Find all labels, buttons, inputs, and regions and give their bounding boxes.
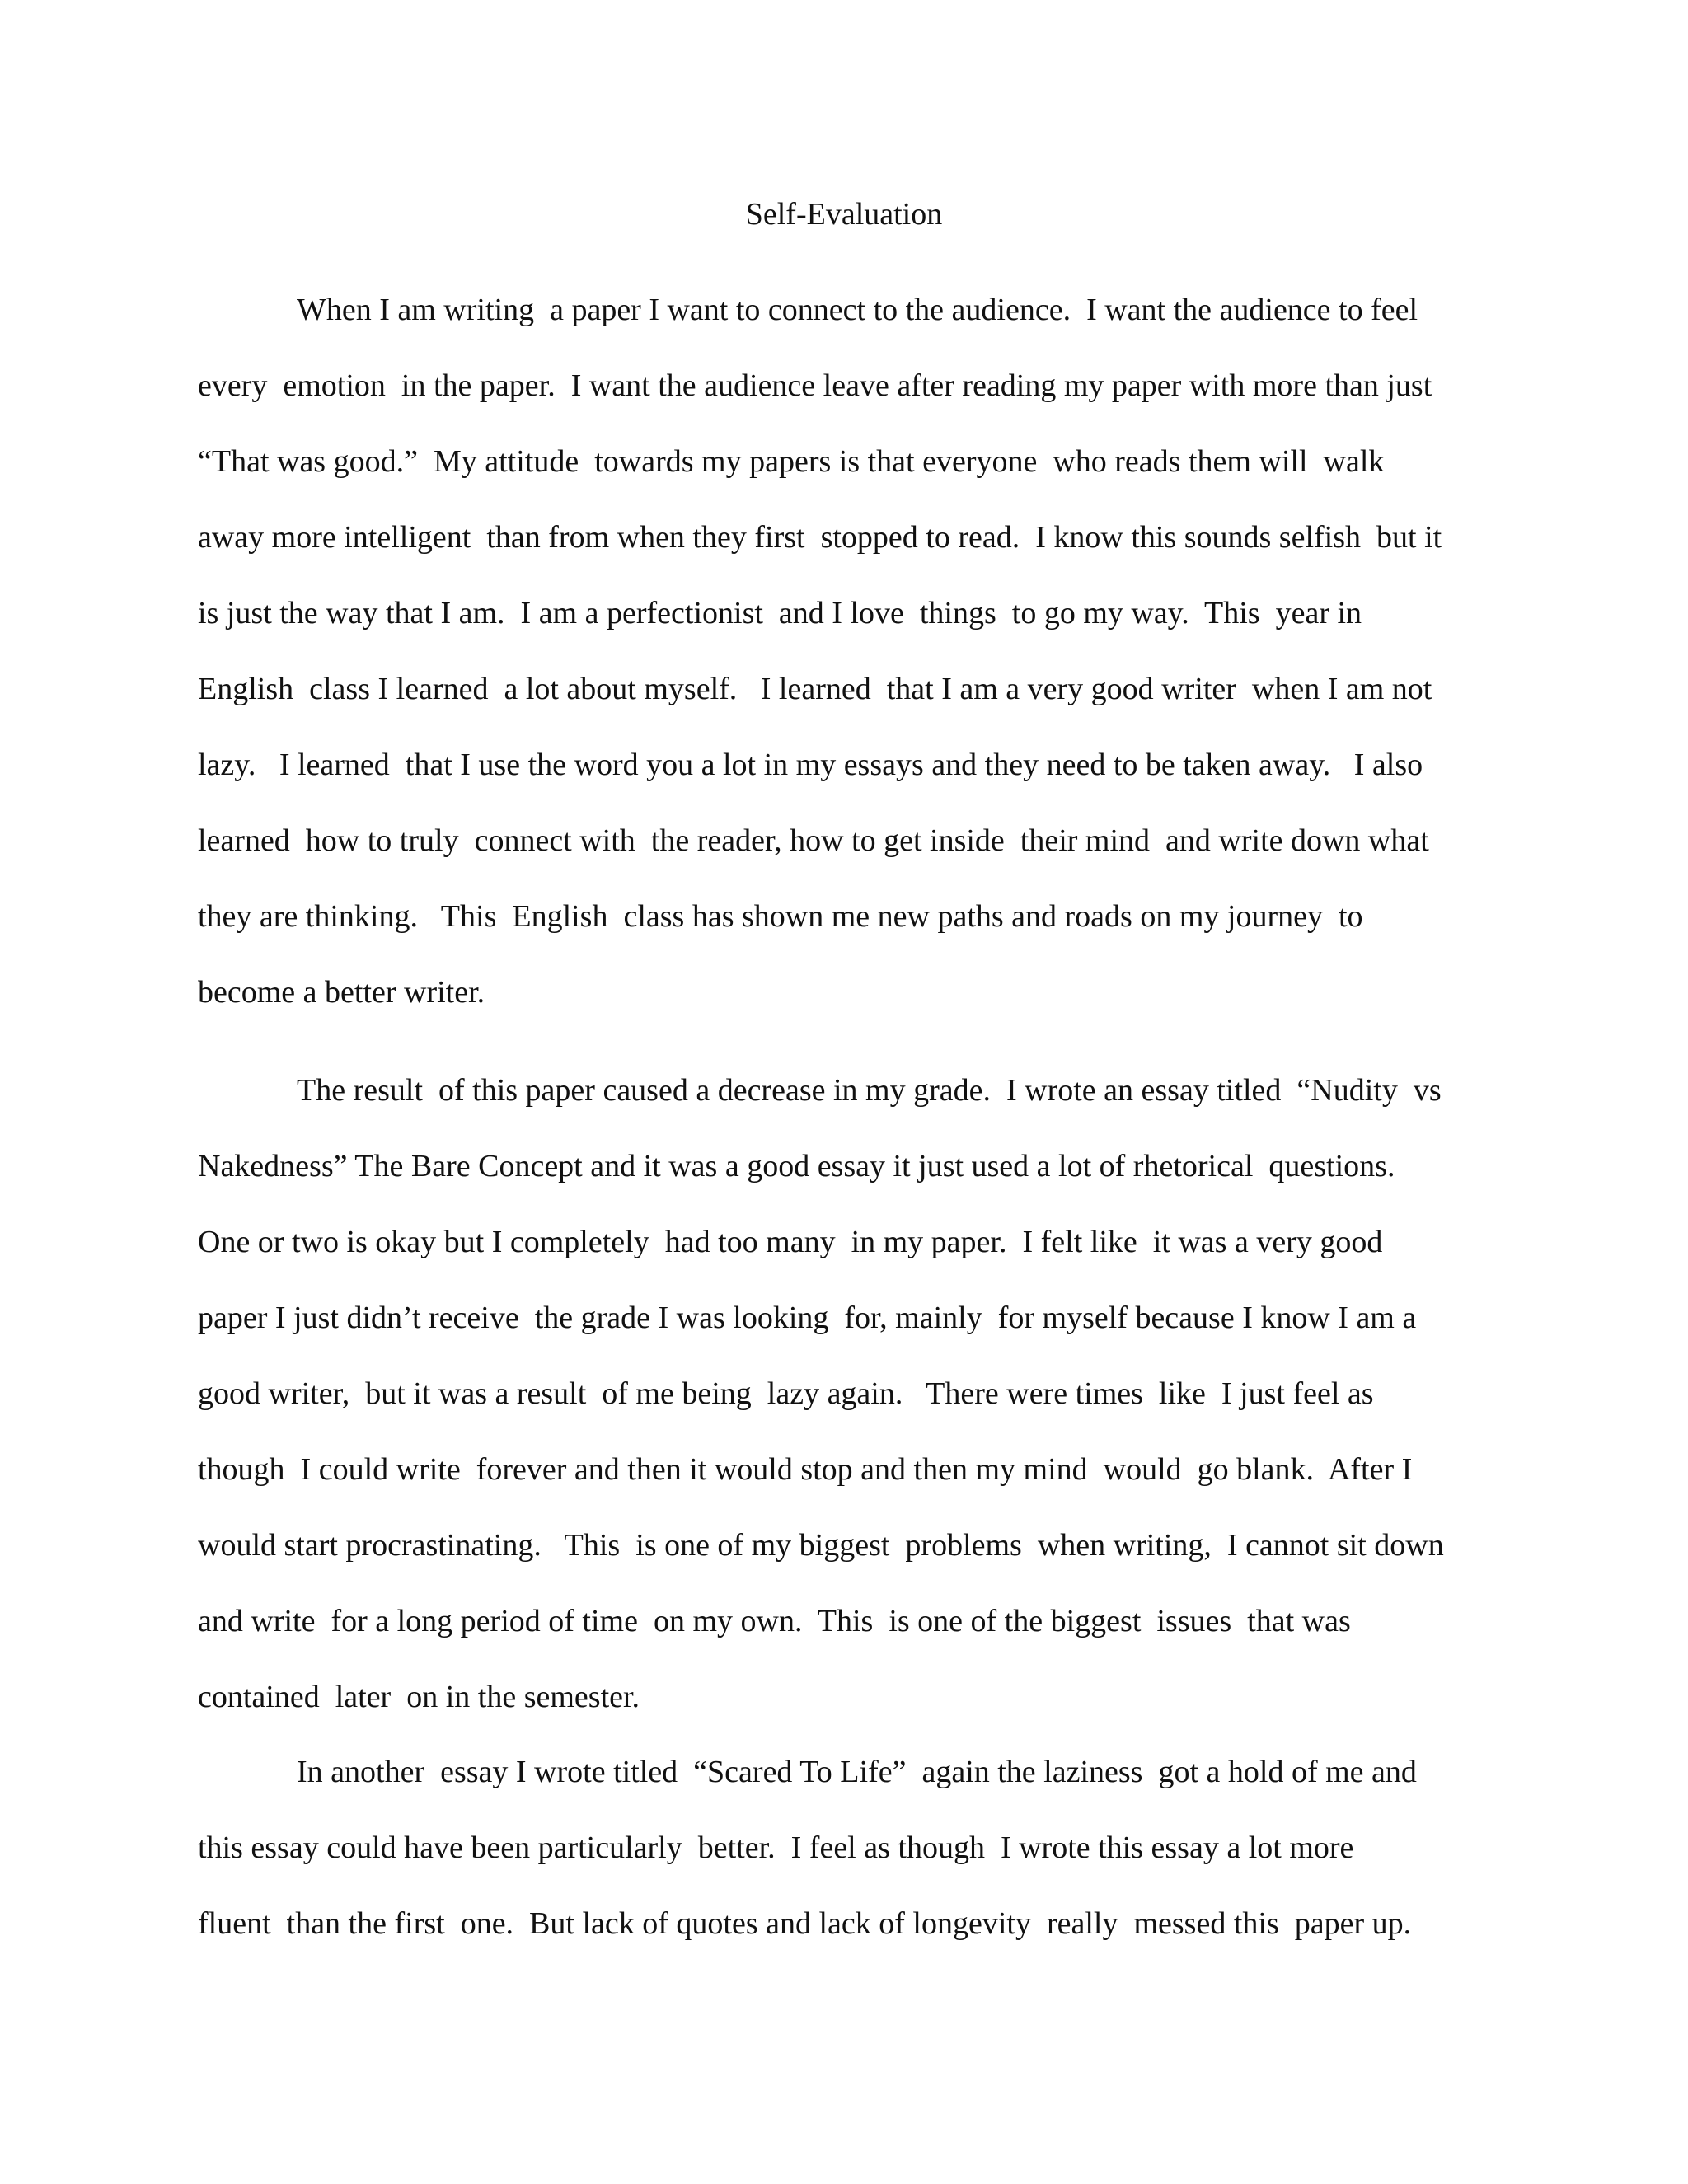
paragraph-1-line-6: English class I learned a lot about myself. I learned that I am a very good writer when I am not [198,672,1432,706]
paragraph-1-line-9: they are thinking. This English class has shown me new paths and roads on my journey to [198,899,1363,934]
paragraph-3-line-1: In another essay I wrote titled “Scared To Life” again the laziness got a hold of me and [297,1755,1417,1789]
paragraph-1-line-8: learned how to truly connect with the reader, how to get inside their mind and write down what [198,823,1429,858]
paragraph-2-line-8: and write for a long period of time on my own. This is one of the biggest issues that was [198,1604,1351,1638]
document-title: Self-Evaluation [745,197,943,232]
paragraph-1-line-4: away more intelligent than from when they first stopped to read. I know this sounds selfish but it [198,520,1442,555]
paragraph-2-line-1: The result of this paper caused a decrease in my grade. I wrote an essay titled “Nudity vs [297,1073,1442,1108]
paragraph-1-line-1: When I am writing a paper I want to connect to the audience. I want the audience to feel [297,293,1418,327]
paragraph-2-line-4: paper I just didn’t receive the grade I was looking for, mainly for myself because I know I am a [198,1301,1417,1335]
paragraph-1-line-2: every emotion in the paper. I want the audience leave after reading my paper with more than just [198,368,1432,403]
paragraph-1-line-5: is just the way that I am. I am a perfectionist and I love things to go my way. This year in [198,596,1362,630]
paragraph-1-line-3: “That was good.” My attitude towards my papers is that everyone who reads them will walk [198,444,1385,479]
paragraph-2-line-2: Nakedness” The Bare Concept and it was a good essay it just used a lot of rhetorical questions. [198,1149,1395,1183]
paragraph-2-line-9: contained later on in the semester. [198,1680,640,1714]
paragraph-2-line-3: One or two is okay but I completely had too many in my paper. I felt like it was a very good [198,1225,1383,1259]
paragraph-3-line-3: fluent than the first one. But lack of quotes and lack of longevity really messed this paper up. [198,1906,1412,1941]
paragraph-1-line-7: lazy. I learned that I use the word you a lot in my essays and they need to be taken away. I also [198,748,1423,782]
paragraph-2-line-7: would start procrastinating. This is one of my biggest problems when writing, I cannot sit down [198,1528,1444,1563]
paragraph-2-line-6: though I could write forever and then it would stop and then my mind would go blank. After I [198,1452,1413,1487]
paragraph-1-line-10: become a better writer. [198,975,485,1010]
paragraph-2-line-5: good writer, but it was a result of me being lazy again. There were times like I just feel as [198,1376,1374,1411]
paragraph-3-line-2: this essay could have been particularly better. I feel as though I wrote this essay a lot more [198,1830,1354,1865]
